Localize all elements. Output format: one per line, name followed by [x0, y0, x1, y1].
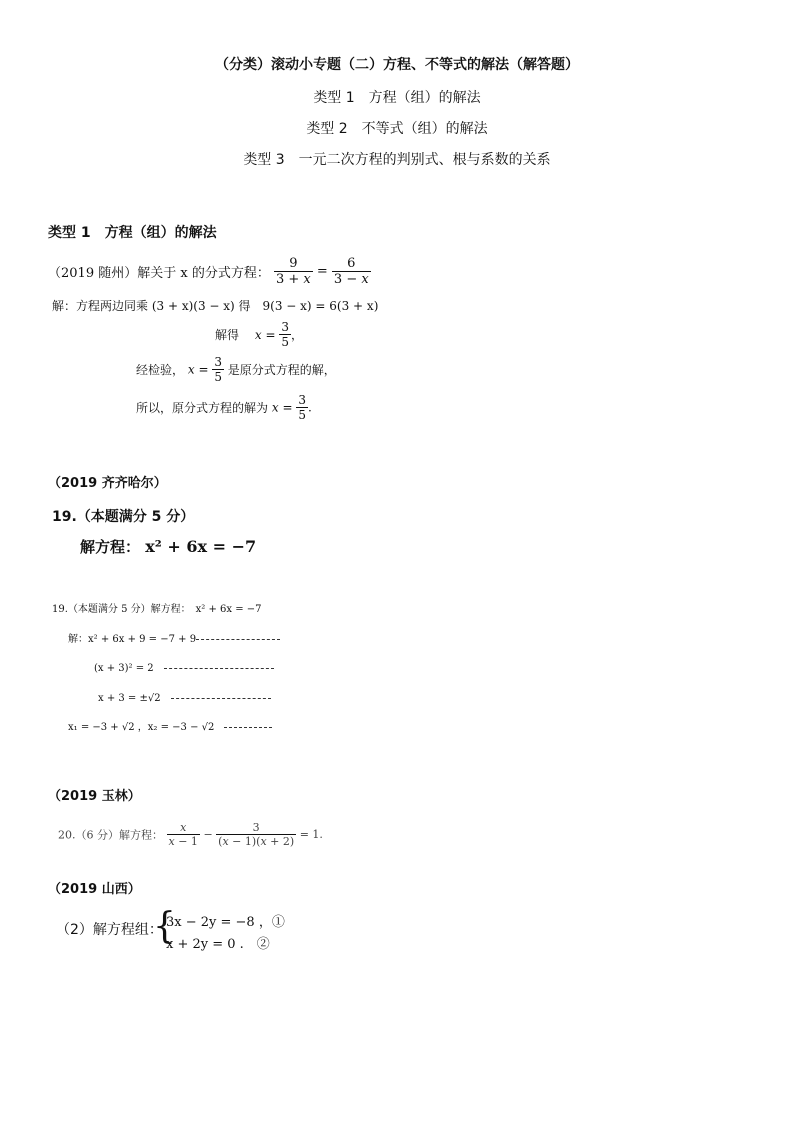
- solution-step-2: (x + 3)² = 2: [94, 659, 274, 674]
- solution-line-1: 解：方程两边同乘 (3 + x)(3 − x) 得 9(3 − x) = 6(3 + x): [52, 299, 379, 313]
- system-eq-1: 3x − 2y = −8 ，①: [166, 915, 285, 930]
- question-suizhou: （2019 随州）解关于 x 的分式方程： $\frac{9}{3 + x}$ = $\frac{6}{3 - x}$: [48, 256, 369, 287]
- fraction-6-over-3-minus-x: $\frac{6}{3 - x}$: [333, 256, 369, 287]
- section-heading: 类型 1 方程（组）的解法: [48, 225, 217, 241]
- toc-item-2: 类型 2 不等式（组）的解法: [306, 121, 488, 137]
- question-number: 19.（本题满分 5 分）: [52, 509, 195, 525]
- solution-header: 19.（本题满分 5 分）解方程： x² + 6x = −7: [52, 604, 262, 615]
- solution-line-4: 所以，原分式方程的解为 x = $\frac{3}{5}$ .: [136, 393, 312, 422]
- question-source-qiqihar: （2019 齐齐哈尔）: [48, 476, 167, 491]
- question-shanxi-label: （2）解方程组：: [56, 922, 163, 938]
- solution-step-3: x + 3 = ±√2: [98, 689, 271, 704]
- solution-step-1: 解：x² + 6x + 9 = −7 + 9: [68, 630, 280, 645]
- question-equation: 解方程： x² + 6x = −7: [80, 537, 257, 556]
- question-yulin: 20.（6 分）解方程： $\frac{x}{x - 1}$ − $\frac{3}{(x - 1)(x + 2)}$ = 1.: [58, 821, 323, 848]
- toc-item-3: 类型 3 一元二次方程的判别式、根与系数的关系: [243, 152, 551, 168]
- system-eq-2: x + 2y = 0 . ②: [166, 937, 270, 952]
- question-source-shanxi: （2019 山西）: [48, 882, 141, 897]
- question-source: （2019 随州）解关于 x 的分式方程：: [48, 266, 270, 281]
- toc-item-1: 类型 1 方程（组）的解法: [313, 90, 481, 106]
- system-brace: {: [153, 906, 176, 947]
- solution-line-2: 解得 x = $\frac{3}{5}$ ，: [215, 320, 303, 349]
- solution-step-4: x₁ = −3 + √2 ，x₂ = −3 − √2: [68, 718, 272, 733]
- solution-line-3: 经检验， x = $\frac{3}{5}$ 是原分式方程的解，: [136, 355, 336, 384]
- question-source-yulin: （2019 玉林）: [48, 789, 141, 804]
- page-title: （分类）滚动小专题（二）方程、不等式的解法（解答题）: [215, 57, 579, 73]
- fraction-9-over-3-plus-x: $\frac{9}{3 + x}$: [275, 256, 311, 287]
